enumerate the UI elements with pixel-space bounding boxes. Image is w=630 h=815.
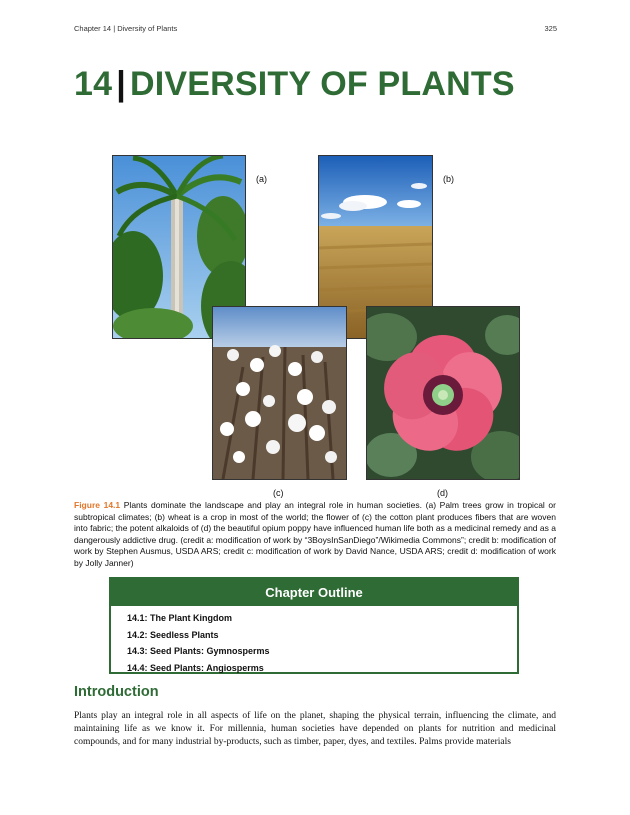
figure-label-a: (a)	[256, 174, 267, 184]
figure-label-d: (d)	[437, 488, 448, 498]
chapter-title	[74, 62, 544, 106]
figure-caption-label: Figure 14.1	[74, 500, 121, 510]
outline-item[interactable]: 14.1: The Plant Kingdom	[127, 613, 233, 623]
chapter-outline-list	[111, 606, 517, 676]
chapter-outline-heading: Chapter Outline	[111, 579, 517, 606]
outline-item[interactable]: 14.3: Seed Plants: Gymnosperms	[127, 646, 270, 656]
page-number: 325	[544, 24, 557, 33]
introduction-heading: Introduction	[74, 684, 159, 700]
outline-item[interactable]: 14.2: Seedless Plants	[127, 629, 219, 640]
chapter-outline-box	[109, 577, 519, 674]
cotton-plant-photo	[212, 306, 347, 480]
figure-caption-text: Plants dominate the landscape and play an integral role in human societies. (a) Palm trees grow in tropical or subtropical climates; (b) wheat is a crop in most of the world; the flower of (c) the cotton plant produces fibers that are woven into fabric; the potent alkaloids of (d) the beautiful opium poppy have influenced human life both as a medicinal remedy and as a dangerously addictive drug. (credit a: modification of work by “3BoysInSanDiego”/Wikimedia Commons”; credit b: modification of work by Stephen Ausmus, USDA ARS; credit c: modification of work by David Nance, USDA ARS; credit d: modification of work by Jolly Janner)	[74, 500, 556, 568]
figure-label-b: (b)	[443, 174, 454, 184]
outline-item[interactable]: 14.4: Seed Plants: Angiosperms	[127, 662, 264, 673]
introduction-paragraph: Plants play an integral role in all aspects of life on the planet, shaping the physical terrain, influencing the climate, and maintaining life as we know it. For millennia, human societies have depended on plants for nutrition and medicinal compounds, and for many industrial by-products, such as timber, paper, dyes, and textiles. Palms provide materials	[74, 711, 556, 747]
title-separator: |	[116, 65, 126, 103]
opium-poppy-photo	[366, 306, 520, 480]
figure-caption	[74, 500, 556, 569]
running-header	[74, 24, 557, 33]
chapter-title-text: DIVERSITY OF PLANTS	[129, 65, 515, 103]
running-header-chapter: Chapter 14 | Diversity of Plants	[74, 24, 178, 33]
chapter-number: 14	[74, 65, 113, 103]
figure-label-c: (c)	[273, 488, 284, 498]
